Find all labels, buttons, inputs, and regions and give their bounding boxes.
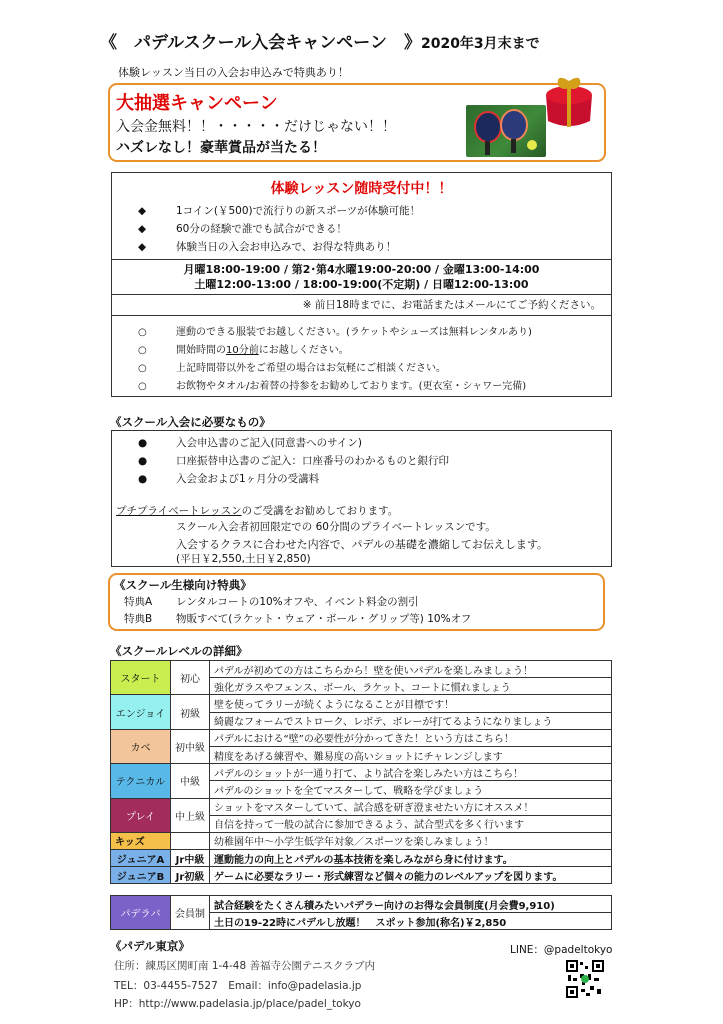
level-desc: 土日の19-22時にパデルし放題！ スポット参加(称名)￥2,850 bbox=[210, 913, 612, 930]
diamond-icon: ◆ bbox=[138, 223, 147, 235]
table-row bbox=[111, 850, 612, 867]
levels-heading: 《スクールレベルの詳細》 bbox=[110, 644, 248, 658]
perks-heading: 《スクール生様向け特典》 bbox=[114, 578, 252, 592]
private-lesson-line-2: スクール入会者初回限定での 60分間のプライベートレッスンです。 bbox=[176, 521, 496, 533]
level-desc: 自信を持って一般の試合に参加できるよう、試合型式を多く行います bbox=[210, 815, 612, 832]
level-desc: 運動能力の向上とパデルの基本技術を楽しみながら身に付けます。 bbox=[210, 850, 612, 867]
schedule-line-1: 月曜18:00-19:00 / 第2･第4水曜19:00-20:00 / 金曜13:00-14:00 bbox=[183, 263, 540, 276]
level-desc: 精度をあげる練習や、難易度の高いショットにチャレンジします bbox=[210, 746, 612, 763]
perk-item: 特典A レンタルコートの10%オフや、イベント料金の割引 bbox=[124, 596, 419, 608]
level-name: スタート bbox=[111, 661, 171, 695]
lottery-campaign-box bbox=[108, 83, 606, 162]
table-row bbox=[111, 832, 612, 849]
circle-icon: ○ bbox=[138, 327, 147, 338]
trial-bullet: ◆ 体験当日の入会お申込みで、お得な特典あり！ bbox=[138, 241, 397, 253]
level-grade: 初中級 bbox=[171, 729, 210, 763]
private-lesson-line-3: 入会するクラスに合わせた内容で、パデルの基礎を濃縮してお伝えします。 bbox=[176, 538, 549, 551]
dot-icon: ● bbox=[138, 473, 148, 485]
level-name: プレイ bbox=[111, 798, 171, 832]
table-row bbox=[111, 896, 612, 913]
level-desc: 壁を使ってラリーが続くようになることが目標です！ bbox=[210, 695, 612, 712]
level-desc: パデルが初めての方はこちらから！壁を使いパデルを楽しみましょう！ bbox=[210, 661, 612, 678]
org-name: 《パデル東京》 bbox=[110, 939, 190, 953]
level-name: エンジョイ bbox=[111, 695, 171, 729]
membership-table bbox=[110, 895, 612, 930]
diamond-icon: ◆ bbox=[138, 241, 147, 253]
trial-lesson-heading: 体験レッスン随時受付中！！ bbox=[270, 181, 453, 197]
private-lesson-link: プチプライベートレッスン bbox=[116, 505, 242, 517]
private-lesson-price: (平日￥2,550,土日￥2,850) bbox=[176, 553, 311, 565]
trial-bullet: ◆ 1コイン(￥500)で流行りの新スポーツが体験可能！ bbox=[138, 205, 421, 217]
level-desc: パデルのショットが一通り打て、より試合を楽しみたい方はこちら！ bbox=[210, 764, 612, 781]
circle-icon: ○ bbox=[138, 363, 147, 374]
perk-item: 特典B 物販すべて(ラケット・ウェア・ボール・グリップ等) 10%オフ bbox=[124, 613, 472, 625]
table-row bbox=[111, 798, 612, 815]
table-row bbox=[111, 661, 612, 678]
level-desc: ゲームに必要なラリー・形式練習など個々の能力のレベルアップを図ります。 bbox=[210, 867, 612, 884]
contact-info: TEL：03-4455-7527 Email：info@padelasia.jp bbox=[114, 980, 362, 992]
trial-bullet: ◆ 60分の経験で誰でも試合ができる！ bbox=[138, 223, 347, 235]
campaign-title: 《 パデルスクール入会キャンペーン 》 bbox=[100, 33, 421, 53]
lesson-schedule bbox=[112, 259, 611, 295]
divider bbox=[112, 315, 611, 316]
line-id: LINE：@padeltokyo bbox=[510, 944, 613, 956]
level-grade: Jr初級 bbox=[171, 867, 210, 884]
table-row bbox=[111, 764, 612, 781]
level-desc: パデルのショットを全てマスターして、戦略を学びましょう bbox=[210, 781, 612, 798]
dot-icon: ● bbox=[138, 455, 148, 467]
requirement-item: ● 口座振替申込書のご記入：口座番号のわかるものと銀行印 bbox=[138, 455, 449, 467]
level-desc: ショットをマスターしていて、試合感を研ぎ澄ませたい方にオススメ！ bbox=[210, 798, 612, 815]
campaign-deadline: 2020年3月末まで bbox=[420, 36, 540, 52]
circle-icon: ○ bbox=[138, 345, 147, 356]
trial-note: ○ 開始時間の10分前にお越しください。 bbox=[138, 345, 349, 356]
circle-icon: ○ bbox=[138, 381, 147, 392]
level-desc: 綺麗なフォームでストローク、レボテ、ボレーが打てるようになりましょう bbox=[210, 712, 612, 729]
table-row bbox=[111, 729, 612, 746]
level-grade: 中上級 bbox=[171, 798, 210, 832]
private-lesson-intro: プチプライベートレッスンのご受講をお勧めしております。 bbox=[116, 505, 399, 517]
trial-lesson-box bbox=[111, 172, 612, 397]
requirements-heading: 《スクール入会に必要なもの》 bbox=[110, 415, 271, 429]
padel-rackets-image bbox=[466, 105, 546, 157]
lottery-line-2: ハズレなし！豪華賞品が当たる！ bbox=[116, 140, 326, 156]
level-name: パデラバ bbox=[111, 896, 171, 930]
level-desc: 幼稚園年中～小学生低学年対象／スポーツを楽しみましょう！ bbox=[210, 832, 612, 849]
trial-note: ○ 上記時間帯以外をご希望の場合はお気軽にご相談ください。 bbox=[138, 363, 446, 374]
levels-table bbox=[110, 660, 612, 884]
level-name: ジュニアA bbox=[111, 850, 171, 867]
trial-note: ○ お飲物やタオル/お着替の持参をお勧めしております。(更衣室・シャワー完備) bbox=[138, 381, 527, 392]
level-grade: Jr中級 bbox=[171, 850, 210, 867]
trial-note: ○ 運動のできる服装でお越しください。(ラケットやシューズは無料レンタルあり) bbox=[138, 327, 532, 338]
level-name: ジュニアB bbox=[111, 867, 171, 884]
qr-code-icon bbox=[566, 960, 604, 998]
level-grade: 初級 bbox=[171, 695, 210, 729]
level-grade bbox=[171, 832, 210, 849]
level-desc: 試合経験をたくさん積みたいパデラー向けのお得な会員制度(月会費9,910) bbox=[210, 896, 612, 913]
requirements-box bbox=[111, 430, 612, 567]
requirement-item: ● 入会申込書のご記入(同意書へのサイン) bbox=[138, 437, 362, 449]
homepage-link[interactable]: HP：http://www.padelasia.jp/place/padel_tokyo bbox=[114, 998, 361, 1010]
reservation-note: ※ 前日18時までに、お電話またはメールにてご予約ください。 bbox=[302, 299, 601, 311]
dot-icon: ● bbox=[138, 437, 148, 449]
member-perks-box bbox=[108, 573, 605, 631]
page-title bbox=[100, 28, 540, 53]
table-row bbox=[111, 695, 612, 712]
diamond-icon: ◆ bbox=[138, 205, 147, 217]
schedule-line-2: 土曜12:00-13:00 / 18:00-19:00(不定期) / 日曜12:00-13:00 bbox=[194, 278, 529, 291]
level-name: カベ bbox=[111, 729, 171, 763]
level-name: キッズ bbox=[111, 832, 171, 849]
gift-box-image bbox=[538, 73, 600, 131]
level-grade: 会員制 bbox=[171, 896, 210, 930]
table-row bbox=[111, 867, 612, 884]
lottery-line-1: 入会金無料！！・・・・・だけじゃない！！ bbox=[116, 119, 396, 135]
intro-text: 体験レッスン当日の入会お申込みで特典あり！ bbox=[118, 66, 349, 79]
level-name: テクニカル bbox=[111, 764, 171, 798]
level-desc: パデルにおける“壁”の必要性が分かってきた！という方はこちら！ bbox=[210, 729, 612, 746]
requirement-item: ● 入会金および1ヶ月分の受講料 bbox=[138, 473, 320, 485]
address: 住所：練馬区関町南 1-4-48 善福寺公園テニスクラブ内 bbox=[114, 960, 376, 972]
level-grade: 中級 bbox=[171, 764, 210, 798]
level-grade: 初心 bbox=[171, 661, 210, 695]
lottery-title: 大抽選キャンペーン bbox=[116, 93, 278, 114]
level-desc: 強化ガラスやフェンス、ボール、ラケット、コートに慣れましょう bbox=[210, 678, 612, 695]
